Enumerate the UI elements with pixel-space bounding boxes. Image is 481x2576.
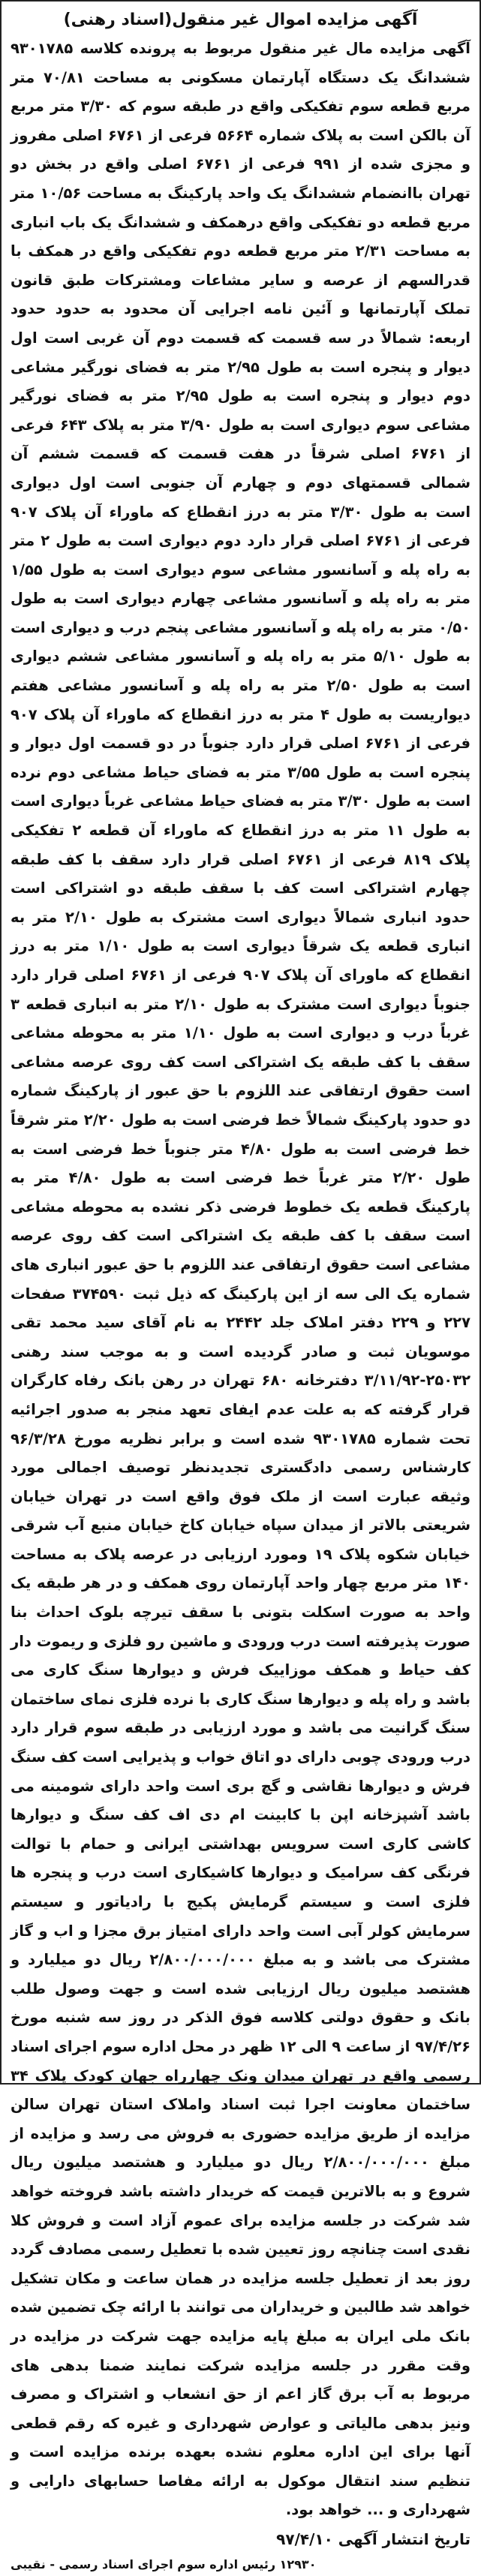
- notice-body: آگهی مزایده مال غیر منقول مربوط به پرونده کلاسه ۹۳۰۱۷۸۵ ششدانگ یک دستگاه آپارتمان مسکونی به مساحت ۷۰/۸۱ متر مربع قطعه سوم تفکیکی واقع در طبقه سوم که ۳/۳۰ متر مربع آن بالکن است به پلاک شماره ۵۶۶۴ فرعی از ۶۷۶۱ اصلی مفروز و مجزی شده از ۹۹۱ فرعی از ۶۷۶۱ اصلی واقع در بخش دو تهران باانضمام ششدانگ یک واحد پارکینگ به مساحت ۱۰/۵۶ متر مربع قطعه دو تفکیکی واقع درهمکف و ششدانگ یک باب انباری به مساحت ۲/۳۱ متر مربع قطعه دوم تفکیکی واقع در همکف با قدرالسهم از عرصه و سایر مشاعات ومشترکات طبق قانون تملک آپارتمانها و آئین نامه اجرایی آن محدود به حدود حدود اربعه: شمالاً در سه قسمت که قسمت دوم آن غربی است اول دیوار و پنجره است به طول ۲/۹۵ متر به فضای نورگیر مشاعی دوم دیوار و پنجره است به طول ۲/۹۵ متر به فضای نورگیر مشاعی سوم دیواری است به طول ۳/۹۰ متر به پلاک ۶۴۳ فرعی از ۶۷۶۱ اصلی شرقاً در هفت قسمت که قسمت ششم آن شمالی قسمتهای دوم و چهارم آن جنوبی است اول دیواری است به طول ۳/۳۰ متر به درز انقطاع که ماوراء آن پلاک ۹۰۷ فرعی از ۶۷۶۱ اصلی قرار دارد دوم دیواری است به طول ۲ متر به راه پله و آسانسور مشاعی سوم دیواری است به طول ۱/۵۵ متر به راه پله و آسانسور مشاعی چهارم دیواری است به طول ۰/۵۰ متر به راه پله و آسانسور مشاعی پنجم درب و دیواری است به طول ۵/۱۰ متر به راه پله و آسانسور مشاعی ششم دیواری است به طول ۲/۵۰ متر به راه پله و آسانسور مشاعی هفتم دیواریست به طول ۴ متر به درز انقطاع که ماوراء آن پلاک ۹۰۷ فرعی از ۶۷۶۱ اصلی قرار دارد جنوباً در دو قسمت اول دیوار و پنجره است به طول ۳/۵۵ متر به فضای حیاط مشاعی دوم نرده است به طول ۳/۳۰ متر به فضای حیاط مشاعی غرباً دیواری است به طول ۱۱ متر به درز انقطاع که ماوراء آن قطعه ۲ تفکیکی پلاک ۸۱۹ فرعی از ۶۷۶۱ اصلی قرار دارد سقف با کف طبقه چهارم اشتراکی است کف با سقف طبقه دو اشتراکی است حدود انباری شمالاً دیواری است مشترک به طول ۲/۱۰ متر به انباری قطعه یک شرقاً دیواری است به طول ۱/۱۰ متر به درز انقطاع که ماورای آن پلاک ۹۰۷ فرعی از ۶۷۶۱ اصلی قرار دارد جنوباً دیواری است مشترک به طول ۲/۱۰ متر به انباری قطعه ۳ غرباً درب و دیواری است به طول ۱/۱۰ متر به محوطه مشاعی سقف با کف طبقه یک اشتراکی است کف روی عرصه مشاعی است حقوق ارتفاقی عند اللزوم با حق عبور از پارکینگ شماره دو حدود پارکینگ شمالاً خط فرضی است به طول ۲/۲۰ متر شرقاً خط فرضی است به طول ۴/۸۰ متر جنوباً خط فرضی است به طول ۲/۲۰ متر غرباً خط فرضی است به طول ۴/۸۰ متر به پارکینگ قطعه یک خطوط فرضی ذکر نشده به محوطه مشاعی است سقف با کف طبقه یک اشتراکی است کف روی عرصه مشاعی است حقوق ارتفاقی عند اللزوم با حق عبور انباری های شماره یک الی سه از این پارکینگ که ذیل ثبت ۳۷۴۵۹۰ صفحات ۲۲۷ و ۲۲۹ دفتر املاک جلد ۲۴۴۲ به نام آقای سید محمد تقی موسویان ثبت و صادر گردیده است و به موجب سند رهنی ۲۵۰۳۲-۳/۱۱/۹۲ دفترخانه ۶۸۰ تهران در رهن بانک رفاه کارگران قرار گرفته که به علت عدم ایفای تعهد منجر به صدور اجرائیه تحت شماره ۹۳۰۱۷۸۵ شده است و برابر نظریه مورخ ۹۶/۳/۲۸ کارشناس رسمی دادگستری تجدیدنظر توصیف اجمالی مورد وثیقه عبارت است از ملک فوق واقع است در تهران خیابان شریعتی بالاتر از میدان سپاه خیابان کاخ خیابان منبع آب شرقی خیابان شکوه پلاک ۱۹ ومورد ارزیابی در عرصه پلاک به مساحت ۱۴۰ متر مربع چهار واحد آپارتمان روی همکف و در هر طبقه یک واحد به صورت اسکلت بتونی با سقف تیرچه بلوک احداث بنا صورت پذیرفته است درب ورودی و ماشین رو فلزی و ریموت دار کف حیاط و همکف موزاییک فرش و دیوارها سنگ کاری می باشد و راه پله و دیوارها سنگ کاری با نرده فلزی نمای ساختمان سنگ گرانیت می باشد و مورد ارزیابی در طبقه سوم قرار دارد درب ورودی چوبی دارای دو اتاق خواب و پذیرایی است کف سنگ فرش و دیوارها نقاشی و گچ بری است واحد دارای شومینه می باشد آشپزخانه اپن با کابینت ام دی اف کف سنگ و دیوارها کاشی کاری است سرویس بهداشتی ایرانی و حمام با توالت فرنگی کف سرامیک و دیوارها کاشیکاری است درب و پنجره ها فلزی است و سیستم گرمایش پکیج با رادیاتور و سیستم سرمایش کولر آبی است واحد دارای امتیاز برق مجزا و اب و گاز مشترک می باشد و به مبلغ ۲/۸۰۰/۰۰۰/۰۰۰ ریال دو میلیارد و هشتصد میلیون ریال ارزیابی شده است و جهت وصول طلب بانک و حقوق دولتی کلاسه فوق الذکر در روز سه شنبه مورخ ۹۷/۴/۲۶ از ساعت ۹ الی ۱۲ ظهر در محل اداره سوم اجرای اسناد رسمی واقع در تهران میدان ونک چهارراه جهان کودک پلاک ۳۴ ساختمان معاونت اجرا ثبت اسناد واملاک استان تهران سالن مزایده از طریق مزایده حضوری به فروش می رسد و مزایده از مبلغ ۲/۸۰۰/۰۰۰/۰۰۰ ریال دو میلیارد و هشتصد میلیون ریال شروع و به بالاترین قیمت که خریدار داشته باشد فروخته خواهد شد شرکت در جلسه مزایده برای عموم آزاد است و فروش کلا نقدی است چنانچه روز تعیین شده با تعطیل رسمی مصادف گردد روز بعد از تعطیل جلسه مزایده در همان ساعت و مکان تشکیل خواهد شد طالبین و خریداران می توانند با ارائه چک تضمین شده بانک ملی ایران به مبلغ پایه مزایده جهت شرکت در مزایده در وقت مقرر در جلسه مزایده شرکت نمایند ضمنا بدهی های مربوط به آب برق گاز اعم از حق انشعاب و اشتراک و مصرف ونیز بدهی مالیاتی و عوارض شهرداری و غیره که رقم قطعی آنها برای این اداره معلوم نشده بعهده برنده مزایده است و تنظیم سند انتقال موکول به ارائه مفاصا حسابهای دارایی و شهرداری و ... خواهد بود.: [11, 40, 471, 2519]
- notice-title: آگهی مزایده اموال غیر منقول(اسناد رهنی): [63, 11, 418, 29]
- publication-date: تاریخ انتشار آگهی ۹۷/۴/۱۰: [276, 2530, 470, 2549]
- signature-line: ۱۲۹۳۰ رئیس اداره سوم اجرای اسناد رسمی - نقیبی: [11, 2557, 317, 2572]
